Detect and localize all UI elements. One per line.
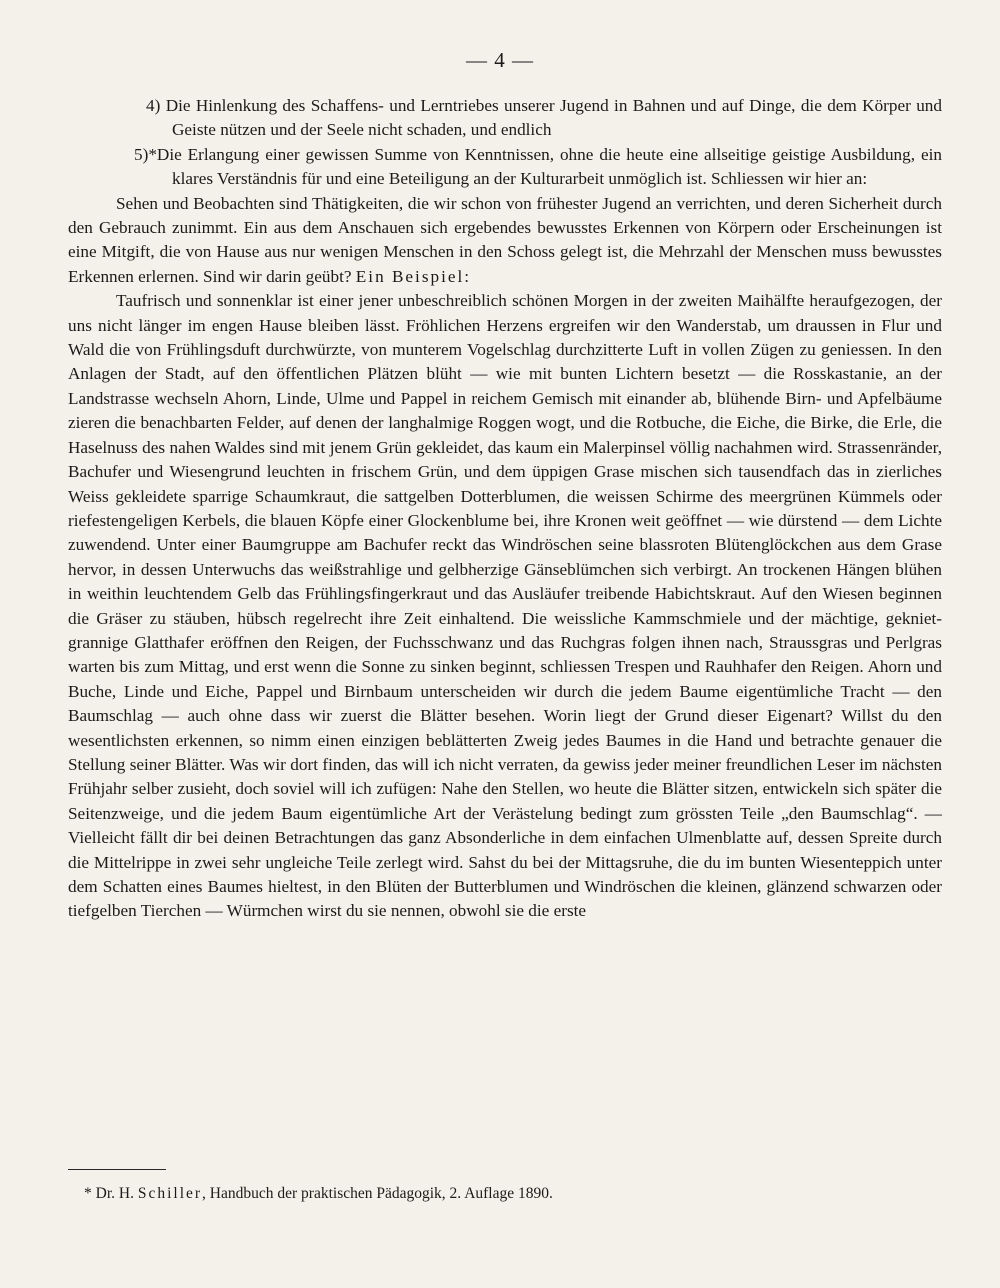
list-item-4: 4) Die Hinlenkung des Schaffens- und Lerntriebes unserer Jugend in Bahnen und auf Dinge, die dem Körper und Geiste nützen und der Seele nicht schaden, und endlich bbox=[146, 96, 942, 140]
footnote bbox=[84, 1183, 942, 1205]
paragraph-2: Taufrisch und sonnenklar ist einer jener unbeschreiblich schönen Morgen in der zweiten Maihälfte heraufgezogen, der uns nicht länger im engen Hause bleiben lässt. Fröhlichen Herzens ergreifen wir den Wanderstab, um draussen in Flur und Wald die von Frühlingsduft durchwürzte, von munterem Vogelschlag durchzitterte Luft in vollen Zügen zu geniessen. In den Anlagen der Stadt, auf den öffentlichen Plätzen blüht — wie mit bunten Lichtern besetzt — die Rosskastanie, an der Landstrasse wechseln Ahorn, Linde, Ulme und Pappel in reichem Gemisch mit einander ab, blühende Birn- und Apfelbäume zieren die benachbarten Felder, auf denen der langhalmige Roggen wogt, und die Rotbuche, die Eiche, die Birke, die Erle, die Haselnuss des nahen Waldes sind mit jenem Grün gekleidet, das kaum ein Malerpinsel völlig nachahmen wird. Strassenränder, Bachufer und Wiesengrund leuchten in frischem Grün, und dem üppigen Grase mischen sich tausendfach das in zierliches Weiss gekleidete sparrige Schaumkraut, die sattgelben Dotterblumen, die weissen Schirme des meergrünen Kümmels oder riefestengeligen Kerbels, die blauen Köpfe einer Glockenblume bei, ihre Kronen weit geöffnet — wie dürstend — dem Lichte zuwendend. Unter einer Baumgruppe am Bachufer reckt das Windröschen seine blassroten Blütenglöckchen aus dem Grase hervor, in dessen Unterwuchs das weißstrahlige und gelbherzige Gänseblümchen sich verbirgt. An trockenen Hängen blühen in weithin leuchtendem Gelb das Frühlingsfingerkraut und das Ausläufer treibende Habichtskraut. Auf den Wiesen beginnen die Gräser zu stäuben, hübsch regelrecht ihre Zeit einhaltend. Die weissliche Kammschmiele und der mächtige, gekniet-grannige Glatthafer eröffnen den Reigen, der Fuchsschwanz und das Ruchgras folgen ihnen nach, Straussgras und Perlgras warten bis zum Mittag, und erst wenn die Sonne zu sinken beginnt, schliessen Trespen und Rauhhafer den Reigen. Ahorn und Buche, Linde und Eiche, Pappel und Birnbaum unterscheiden wir durch die jedem Baume eigentümliche Tracht — den Baumschlag — auch ohne dass wir zuerst die Blätter besehen. Worin liegt der Grund dieser Eigenart? Willst du den wesentlichsten erkennen, so nimm einen einzigen beblätterten Zweig jedes Baumes in die Hand und betrachte genauer die Stellung seiner Blätter. Was wir dort finden, das will ich nicht verraten, da gewiss jeder meiner freundlichen Leser im nächsten Frühjahr selber zusieht, doch soviel will ich zufügen: Nahe den Stellen, wo heute die Blätter sitzen, entwickeln sich später die Seitenzweige, und die jedem Baum eigentümliche Art der Verästelung bedingt zum grössten Teile „den Baumschlag“. — Vielleicht fällt dir bei deinen Betrachtungen das ganz Absonderliche in dem einfachen Ulmenblatte auf, dessen Spreite durch die Mittelrippe in zwei sehr ungleiche Teile zerlegt wird. Sahst du bei der Mittagsruhe, die du im bunten Wiesenteppich unter dem Schatten eines Baumes hieltest, in den Blüten der Butterblumen und Windröschen die kleinen, glänzend schwarzen oder tiefgelben Tierchen — Würmchen wirst du sie nennen, obwohl sie die erste bbox=[68, 291, 942, 921]
paragraph-1-text: Sehen und Beobachten sind Thätigkeiten, die wir schon von frühester Jugend an verrichten, und deren Sicherheit durch den Gebrauch zunimmt. Ein aus dem Anschauen sich ergebendes bewusstes Erkennen von Körpern oder Erscheinungen ist eine Mitgift, die von Hause aus nur wenigen Menschen in den Schoss gelegt ist, die Mehrzahl der Menschen muss bewusstes Erkennen erlernen. Sind wir darin geübt? bbox=[68, 193, 942, 286]
footnote-marker: * Dr. H. bbox=[84, 1185, 138, 1202]
main-text bbox=[68, 94, 942, 924]
example-heading: Ein Beispiel: bbox=[355, 266, 472, 286]
footnote-divider bbox=[68, 1169, 166, 1170]
footnote-author: Schiller bbox=[137, 1185, 203, 1202]
paragraph-1 bbox=[68, 192, 942, 290]
list-item-5: 5)*Die Erlangung einer gewissen Summe von Kenntnissen, ohne die heute eine allseitige geistige Ausbildung, ein klares Verständnis für und eine Beteiligung an der Kulturarbeit unmöglich ist. Schliessen wir hier an: bbox=[134, 144, 942, 189]
footnote-citation: , Handbuch der praktischen Pädagogik, 2. Auflage 1890. bbox=[202, 1185, 553, 1202]
page-number: — 4 — bbox=[466, 48, 534, 72]
